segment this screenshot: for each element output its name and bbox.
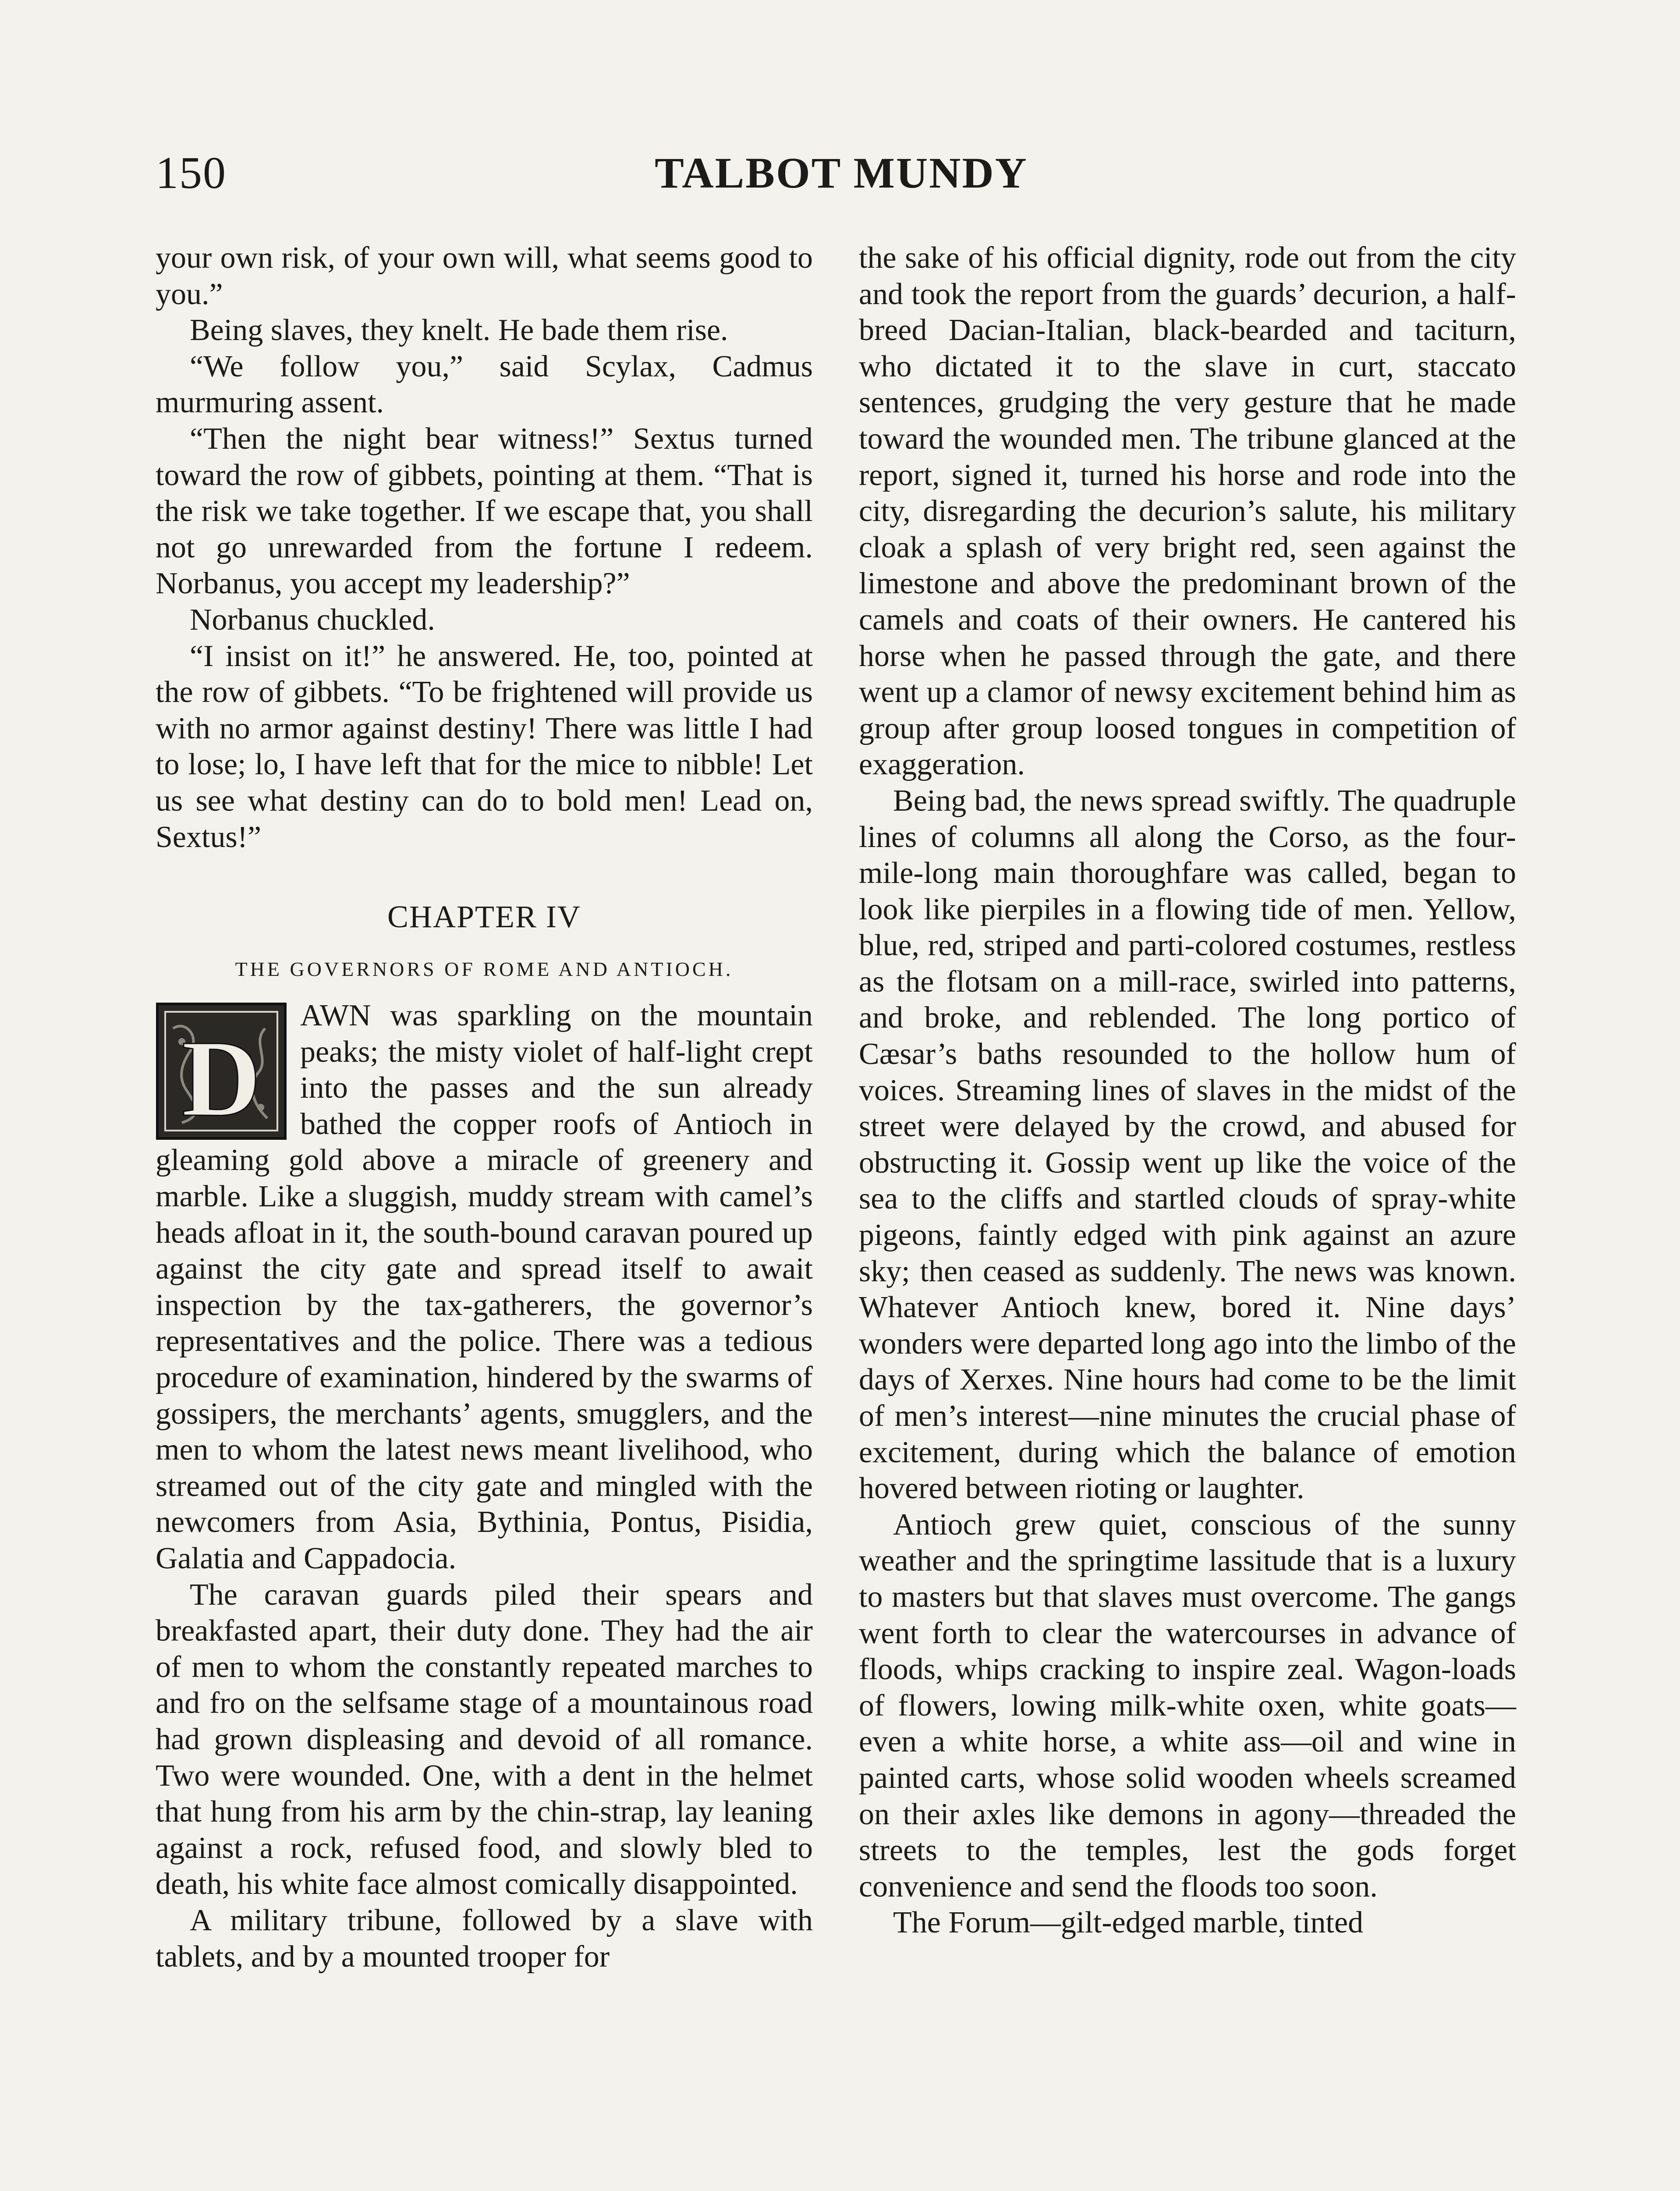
paragraph: “Then the night bear witness!” Sextus turned toward the row of gibbets, pointing at them. “That is the risk we take together. If we escape that, you shall not go unrewarded from the fortune I redeem. Norbanus, you accept my leadership?” [156, 422, 813, 601]
paragraph: Being slaves, they knelt. He bade them rise. [190, 313, 728, 347]
opening-paragraph-text: AWN was sparkling on the mountain peaks; the misty violet of half-light crept into the passes and the sun already bathed the copper roofs of Antioch in gleaming gold above a miracle of greenery and marble. Like a sluggish, muddy stream with camel’s heads afloat in it, the south-bound caravan poured up against the city gate and spread itself to await inspection by the tax-gatherers, the governor’s representatives and the police. There was a tedious procedure of examination, hindered by the swarms of gossipers, the merchants’ agents, smugglers, and the men to whom the latest news meant livelihood, who streamed out of the city gate and mingled with the newcomers from Asia, Bythinia, Pontus, Pisidia, Galatia and Cappadocia. [156, 999, 813, 1575]
paragraph: Being bad, the news spread swiftly. The quadruple lines of columns all along the Corso, as the four-mile-long main thoroughfare was called, began to look like pierpiles in a flowing tide of men. Yellow, blue, red, striped and parti-colored costumes, restless as the flotsam on a mill-race, swirled into patterns, and broke, and reblended. The long portico of Cæsar’s baths resounded to the hollow hum of voices. Streaming lines of slaves in the midst of the street were delayed by the crowd, and abused for obstructing it. Gossip went up like the voice of the sea to the cliffs and startled clouds of spray-white pigeons, faintly edged with pink against an azure sky; then ceased as suddenly. The news was known. Whatever Antioch knew, bored it. Nine days’ wonders were departed long ago into the limbo of the days of Xerxes. Nine hours had come to be the limit of men’s interest—nine minutes the crucial phase of excitement, during which the balance of emotion hovered between rioting or laughter. [859, 784, 1516, 1506]
paragraph: the sake of his official dignity, rode out from the city and took the report from the guards’ decurion, a half-breed Dacian-Italian, black-bearded and taciturn, who dictated it to the slave in curt, staccato sentences, grudging the very gesture that he made toward the wounded men. The tribune glanced at the report, signed it, turned his horse and rode into the city, disregarding the decurion’s salute, his military cloak a splash of very bright red, seen against the limestone and above the predominant brown of the camels and coats of their owners. He cantered his horse when he passed through the gate, and there went up a clamor of newsy excitement behind him as group after group loosed tongues in competition of exaggeration. [859, 241, 1516, 782]
paragraph: The caravan guards piled their spears and breakfasted apart, their duty done. They had the air of men to whom the constantly repeated marches to and fro on the selfsame stage of a mountainous road had grown displeasing and devoid of all romance. Two were wounded. One, with a dent in the helmet that hung from his arm by the chin-strap, lay leaning against a rock, refused food, and slowly bled to death, his white face almost comically disappointed. [156, 1578, 813, 1901]
opening-paragraph [156, 998, 813, 1577]
running-head: TALBOT MUNDY [655, 149, 1028, 197]
paragraph: A military tribune, followed by a slave with tablets, and by a mounted trooper for [156, 1903, 813, 1974]
drop-cap-ornament [156, 1002, 287, 1140]
drop-cap-letter: D [181, 1018, 261, 1140]
paragraph: “We follow you,” said Scylax, Cadmus murmuring assent. [156, 349, 813, 420]
page-header [156, 147, 1527, 199]
page-number: 150 [156, 148, 227, 198]
paragraph: “I insist on it!” he answered. He, too, pointed at the row of gibbets. “To be frightened will provide us with no armor against destiny! There was little I had to lose; lo, I have left that for the mice to nibble! Let us see what destiny can do to bold men! Lead on, Sextus!” [156, 639, 813, 854]
right-column [859, 240, 1516, 1941]
paragraph: Antioch grew quiet, conscious of the sunny weather and the springtime lassitude that is a luxury to masters but that slaves must overcome. The gangs went forth to clear the watercourses in advance of floods, whips cracking to inspire zeal. Wagon-loads of flowers, lowing milk-white oxen, white goats—even a white horse, a white ass—oil and wine in painted carts, whose solid wooden wheels screamed on their axles like demons in agony—threaded the streets to the temples, lest the gods forget convenience and send the floods too soon. [859, 1507, 1516, 1904]
left-column [156, 240, 813, 1975]
paragraph: Norbanus chuckled. [190, 603, 435, 637]
paragraph: your own risk, of your own will, what seems good to you.” [156, 241, 813, 311]
chapter-title: CHAPTER IV [387, 899, 581, 935]
chapter-subtitle: THE GOVERNORS OF ROME AND ANTIOCH. [235, 958, 734, 981]
ornamental-letter-icon [156, 1002, 287, 1140]
paragraph: The Forum—gilt-edged marble, tinted [893, 1906, 1364, 1940]
